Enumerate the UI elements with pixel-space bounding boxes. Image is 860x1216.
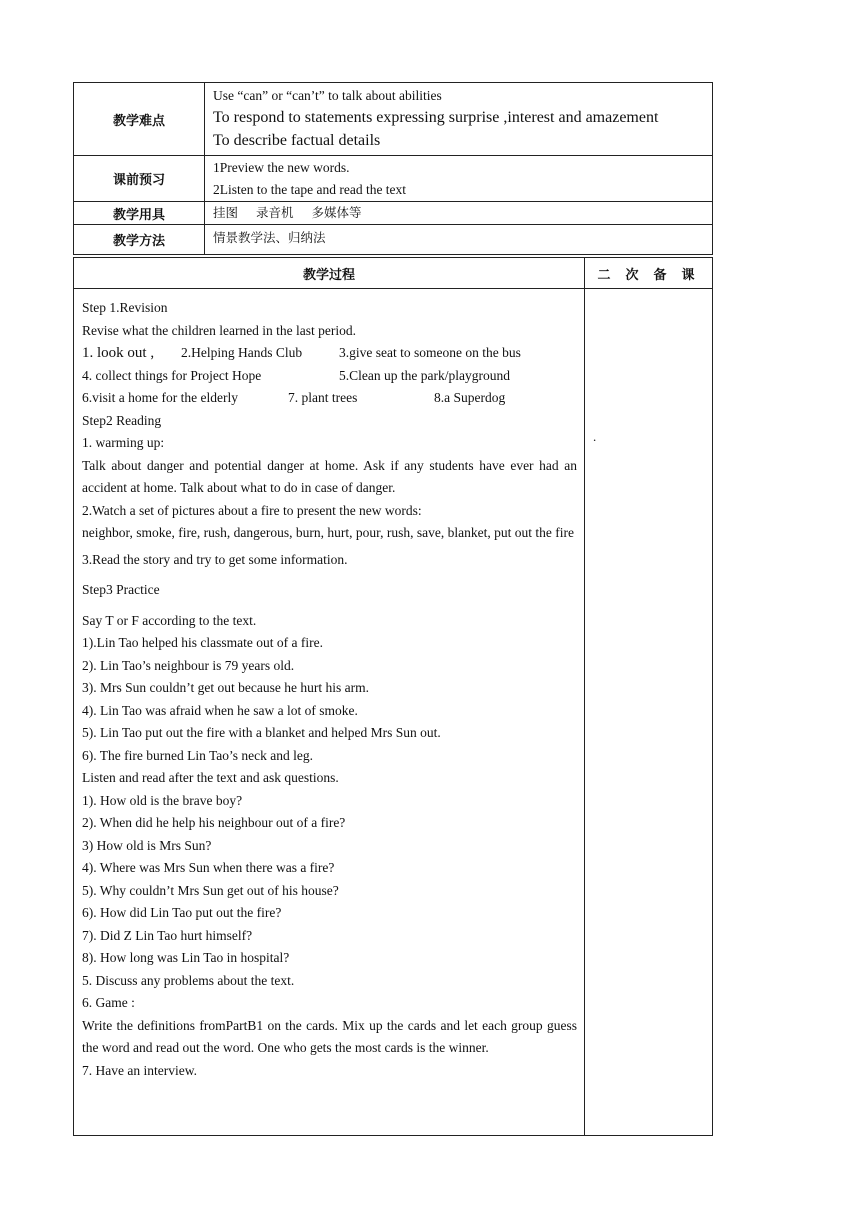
info-table [73,82,713,255]
tf-item: 5). Lin Tao put out the fire with a blanket and helped Mrs Sun out. [82,725,441,740]
info-row-tools [74,202,713,225]
listen-intro: Listen and read after the text and ask questions. [82,770,339,785]
discuss-text: 5. Discuss any problems about the text. [82,972,295,988]
game-text: Write the definitions fromPartB1 on the cards. Mix up the cards and let each group guess the word and read out the word. One who gets the most cards is the winner. [82,1017,577,1055]
info-row-methods [74,225,713,255]
content-line: To describe factual details [213,132,381,149]
row-content [205,202,713,225]
content-line: To respond to statements expressing surprise ,interest and amazement [213,109,659,126]
question-item: 3) How old is Mrs Sun? [82,837,212,853]
revision-item: 7. plant trees [288,390,358,405]
info-row-difficulties [74,83,713,156]
step1-intro: Revise what the children learned in the last period. [82,322,357,338]
revision-item: 8.a Superdog [434,390,506,405]
row-label: 教学难点 [74,83,205,156]
process-header-row [74,258,713,289]
row-content [205,83,713,156]
second-preparation-notes: . [585,289,713,1136]
info-row-preview [74,156,713,202]
content-line: 情景教学法、归纳法 [213,230,326,245]
lesson-plan-sheet [73,82,712,1136]
new-words: neighbor, smoke, fire, rush, dangerous, burn, hurt, pour, rush, save, blanket, put out the fire [82,525,574,540]
row-label: 教学用具 [74,202,205,225]
process-content [74,289,585,1136]
revision-item: 5.Clean up the park/playground [339,367,510,383]
process-header: 教学过程 [74,258,585,289]
row-content [205,156,713,202]
interview-text: 7. Have an interview. [82,1062,197,1078]
game-title: 6. Game : [82,995,135,1010]
tf-item: 3). Mrs Sun couldn’t get out because he hurt his arm. [82,680,369,695]
step3-title: Step3 Practice [82,582,160,597]
content-line: 2Listen to the tape and read the text [213,182,407,197]
warming-up-text: Talk about danger and potential danger at home. Ask if any students have ever had an accident at home. Talk about what to do in case of danger. [82,457,577,495]
tf-item: 1).Lin Tao helped his classmate out of a fire. [82,635,323,650]
revision-item: 2.Helping Hands Club [181,345,303,360]
question-item: 7). Did Z Lin Tao hurt himself? [82,927,253,943]
row-label: 教学方法 [74,225,205,255]
second-preparation-header: 二次备课 [585,258,713,289]
content-line: Use “can” or “can’t” to talk about abilities [213,88,442,103]
tf-item: 2). Lin Tao’s neighbour is 79 years old. [82,657,295,673]
read-story: 3.Read the story and try to get some information. [82,551,348,567]
step1-title: Step 1.Revision [82,300,168,315]
revision-line-2 [82,365,577,388]
watch-text: 2.Watch a set of pictures about a fire to present the new words: [82,502,422,518]
question-item: 4). Where was Mrs Sun when there was a fire? [82,860,335,875]
content-line: 挂图 录音机 多媒体等 [213,205,362,220]
tf-item: 6). The fire burned Lin Tao’s neck and leg. [82,747,313,763]
row-content [205,225,713,255]
tf-intro: Say T or F according to the text. [82,612,257,628]
question-item: 6). How did Lin Tao put out the fire? [82,905,282,920]
question-item: 2). When did he help his neighbour out of a fire? [82,815,346,830]
revision-item: 6.visit a home for the elderly [82,390,238,405]
row-label: 课前预习 [74,156,205,202]
process-table [73,257,713,1136]
revision-line-3 [82,387,577,410]
revision-line-1 [82,342,577,365]
process-body-row [74,289,713,1136]
question-item: 8). How long was Lin Tao in hospital? [82,950,290,965]
warming-up-title: 1. warming up: [82,435,165,450]
step2-title: Step2 Reading [82,412,162,428]
revision-item: 3.give seat to someone on the bus [339,345,521,360]
content-line: 1Preview the new words. [213,160,350,175]
revision-item: 1. look out , [82,345,155,361]
question-item: 1). How old is the brave boy? [82,792,243,808]
question-item: 5). Why couldn’t Mrs Sun get out of his house? [82,882,339,898]
revision-item: 4. collect things for Project Hope [82,367,262,383]
tf-item: 4). Lin Tao was afraid when he saw a lot of smoke. [82,702,358,718]
